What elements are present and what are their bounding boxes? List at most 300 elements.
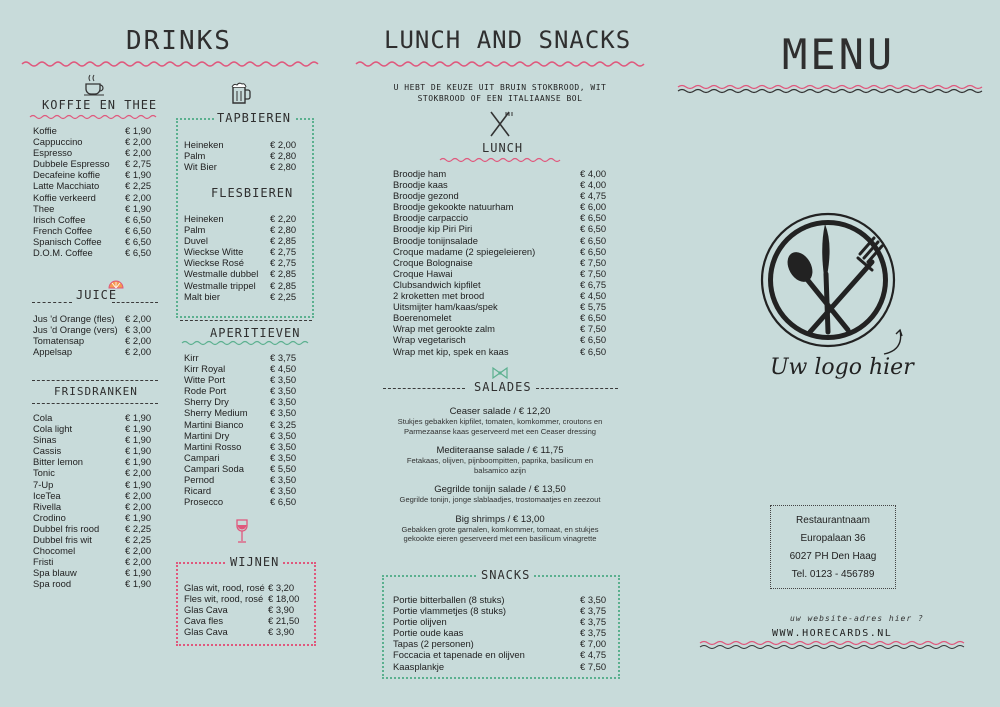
menu-item-price: € 3,75 [580,627,607,639]
menu-item-price: € 3,50 [270,374,297,386]
menu-item [33,180,161,191]
menu-item-price: € 2,00 [270,139,297,150]
menu-item [184,485,302,496]
menu-item [393,638,608,649]
menu-item-name: Spa blauw [33,567,77,579]
menu-item-name: Pernod [184,474,215,486]
menu-item-price: € 6,50 [580,345,607,357]
menu-item-price: € 3,00 [125,324,152,336]
menu-item-name: Kaasplankje [393,660,445,672]
menu-item-name: 7-Up [33,478,54,490]
menu-item-name: Wieckse Witte [184,246,244,258]
menu-item-name: Martini Dry [184,429,230,441]
menu-item-name: Duvel [184,235,208,247]
menu-item [184,235,302,246]
coffee-cup-icon [82,72,108,96]
menu-item-name: Croque madame (2 spiegeleieren) [393,245,536,257]
menu-item-name: Broodje gezond [393,190,459,202]
menu-item-price: € 3,50 [270,485,297,497]
menu-item-name: IceTea [33,489,61,501]
menu-item [184,407,302,418]
menu-item-name: Sherry Medium [184,407,248,419]
menu-item [393,190,608,201]
menu-item [393,246,608,257]
salade-title: Gegrilde tonijn salade / € 13,50 [434,484,566,495]
menu-item [33,169,161,180]
menu-item-name: Foccacia et tapenade en olijven [393,649,525,661]
menu-item-name: Thee [33,202,55,214]
menu-item-price: € 4,50 [580,290,607,302]
menu-item-name: Bitter lemon [33,456,84,468]
menu-item [393,312,608,323]
menu-item [184,626,306,637]
menu-item-name: Cassis [33,445,62,457]
wijnen-list [184,582,306,637]
menu-item-price: € 1,90 [125,456,152,468]
menu-item-price: € 3,50 [270,429,297,441]
menu-item [393,279,608,290]
menu-item [393,649,608,660]
menu-item-price: € 5,50 [270,462,297,474]
salade-description: Gegrilde tonijn, jonge slablaadjes, trostomaatjes en zeezout [399,495,601,504]
menu-item [33,225,161,236]
menu-item-price: € 6,00 [580,201,607,213]
menu-item-name: Tapas (2 personen) [393,638,474,650]
menu-item [184,213,302,224]
menu-item-name: Espresso [33,147,73,159]
fris-line-bottom [32,403,158,404]
menu-item-price: € 2,25 [270,290,297,302]
menu-item [33,523,161,534]
menu-item [33,578,161,589]
menu-item [184,615,306,626]
menu-item-price: € 3,75 [580,616,607,628]
menu-item [33,434,161,445]
juice-line-left [32,302,72,303]
menu-item-name: Jus 'd Orange (vers) [33,324,118,336]
menu-title: MENU [782,30,896,79]
menu-item-name: Palm [184,224,206,236]
menu-item-name: Campari [184,451,220,463]
menu-item-name: D.O.M. Coffee [33,247,93,259]
menu-item-name: Decafeine koffie [33,169,101,181]
menu-item-name: Spanisch Coffee [33,235,102,247]
menu-item-name: Prosecco [184,496,224,508]
salade-item [392,484,608,505]
menu-item-price: € 2,80 [270,224,297,236]
snacks-heading: SNACKS [477,568,534,582]
juice-heading: JUICE [76,288,118,302]
menu-item [393,201,608,212]
lunch-wave-divider [356,60,644,68]
juice-list [33,313,161,357]
wijnen-heading: WIJNEN [227,555,282,569]
menu-item-price: € 7,50 [580,267,607,279]
menu-item-price: € 2,80 [270,150,297,162]
menu-item-name: Fles wit, rood, rosé [184,593,264,605]
menu-item-name: Glas wit, rood, rosé [184,582,265,593]
flesbieren-list [184,213,302,302]
menu-item-name: French Coffee [33,224,93,236]
menu-item [393,268,608,279]
menu-item-name: Wrap met kip, spek en kaas [393,345,509,357]
menu-item-name: Campari Soda [184,462,244,474]
salades-line-right [536,388,618,389]
menu-item-name: Croque Bolognaise [393,256,473,268]
menu-item [393,346,608,357]
menu-item-name: Portie olijven [393,616,447,628]
menu-item-price: € 2,00 [125,136,152,148]
menu-item-price: € 1,90 [125,578,152,590]
menu-item-price: € 2,25 [125,534,152,546]
menu-item-price: € 3,20 [268,582,295,593]
address-line: Europalaan 36 [800,533,866,544]
menu-item-name: Westmalle trippel [184,279,256,291]
menu-item-price: € 1,90 [125,202,152,214]
menu-item-name: Rivella [33,500,62,512]
menu-item [184,441,302,452]
menu-item-price: € 3,50 [270,407,297,419]
menu-item-price: € 6,50 [580,223,607,235]
menu-item [33,313,161,324]
salades-list [392,406,608,553]
menu-item-price: € 1,90 [125,434,152,446]
menu-item [393,179,608,190]
menu-item-price: € 3,50 [580,594,607,605]
menu-item-price: € 1,90 [125,423,152,435]
menu-item-name: 2 kroketten met brood [393,290,485,302]
koffie-list [33,125,161,258]
menu-item [33,158,161,169]
menu-item [393,257,608,268]
menu-item [184,257,302,268]
menu-item-name: Witte Port [184,374,226,386]
lunch-intro: U HEBT DE KEUZE UIT BRUIN STOKBROOD, WIT STOKBROOD OF EEN ITALIAANSE BOL [393,83,607,103]
salades-line-left [383,388,465,389]
menu-item [184,593,306,604]
salade-title: Ceaser salade / € 12,20 [449,406,551,417]
menu-item-price: € 3,90 [268,604,295,616]
menu-item-price: € 4,00 [580,168,607,179]
menu-item-price: € 1,90 [125,511,152,523]
menu-item-price: € 6,50 [580,212,607,224]
menu-item-price: € 2,80 [270,161,297,173]
menu-item [33,456,161,467]
menu-item-name: Chocomel [33,545,76,557]
menu-item-name: Portie bitterballen (8 stuks) [393,594,505,605]
menu-item-price: € 3,50 [270,451,297,463]
fris-list [33,412,161,590]
menu-item-name: Palm [184,150,206,162]
menu-item-price: € 3,25 [270,418,297,430]
menu-item-name: Rode Port [184,385,227,397]
menu-item [33,214,161,225]
logo-placeholder-text: Uw logo hier [770,355,914,380]
address-line: 6027 PH Den Haag [789,551,877,562]
menu-item-price: € 6,75 [580,278,607,290]
menu-item [33,346,161,357]
menu-item-price: € 3,50 [270,440,297,452]
fris-heading: FRISDRANKEN [54,385,138,398]
menu-item [184,291,302,302]
menu-item-name: Latte Macchiato [33,180,100,192]
menu-item-name: Tonic [33,467,55,479]
knife-fork-icon [487,110,513,138]
menu-item-name: Glas Cava [184,626,228,638]
menu-item-name: Spa rood [33,578,72,590]
website-hint: uw website-adres hier ? [790,614,924,623]
menu-item [33,136,161,147]
menu-item-price: € 2,00 [125,346,152,358]
salades-heading: SALADES [474,380,532,394]
menu-item [33,125,161,136]
menu-item-price: € 4,75 [580,649,607,661]
menu-item [184,452,302,463]
menu-item-price: € 7,50 [580,323,607,335]
menu-item-name: Heineken [184,139,224,150]
menu-item-name: Uitsmijter ham/kaas/spek [393,301,498,313]
fris-line-top [32,380,158,381]
menu-item [393,290,608,301]
bow-icon [491,365,509,381]
menu-item-price: € 4,75 [580,190,607,202]
menu-item [184,430,302,441]
menu-item-name: Cava fles [184,615,224,627]
menu-item-name: Crodino [33,511,66,523]
menu-item-price: € 6,50 [580,334,607,346]
aperitief-wave [182,340,312,346]
menu-item [184,363,302,374]
menu-item-price: € 6,50 [125,235,152,247]
menu-item [184,604,306,615]
salade-title: Mediteraanse salade / € 11,75 [436,445,564,456]
menu-item-price: € 7,50 [580,660,607,672]
menu-item [184,419,302,430]
menu-item [393,168,608,179]
menu-item-name: Martini Bianco [184,418,244,430]
menu-item-price: € 1,90 [125,567,152,579]
koffie-wave [30,114,160,120]
menu-item [33,203,161,214]
lunch-heading: LUNCH [482,141,524,155]
menu-item-price: € 6,50 [580,234,607,246]
menu-item-name: Wrap met gerookte zalm [393,323,495,335]
menu-item [33,192,161,203]
menu-item-name: Sinas [33,434,57,446]
salade-title: Big shrimps / € 13,00 [455,513,545,525]
menu-item [33,335,161,346]
lunch-snacks-title: LUNCH AND SNACKS [384,26,632,54]
menu-item [393,616,608,627]
menu-item-name: Tomatensap [33,335,85,347]
menu-item-price: € 2,00 [125,489,152,501]
salade-description: Gebakken grote garnalen, komkommer, tomaat, en stukjes gekookte eieren geserveerd met een basilicum vinagrette [401,524,599,543]
flesbieren-heading: FLESBIEREN [211,186,294,200]
menu-item [33,147,161,158]
menu-item-name: Appelsap [33,346,73,358]
menu-item-price: € 2,85 [270,268,297,280]
menu-item [393,627,608,638]
menu-item-price: € 2,85 [270,279,297,291]
menu-item [184,224,302,235]
lunch-heading-wave [440,157,560,163]
menu-item-price: € 3,75 [270,352,297,363]
menu-item-price: € 2,85 [270,235,297,247]
menu-item-name: Westmalle dubbel [184,268,259,280]
menu-item-price: € 3,75 [580,605,607,617]
menu-item-price: € 2,00 [125,313,152,324]
menu-item-name: Broodje kip Piri Piri [393,223,473,235]
menu-item [184,496,302,507]
menu-item [184,150,302,161]
menu-item-name: Koffie verkeerd [33,191,96,203]
menu-item [184,396,302,407]
salade-description: Fetakaas, olijven, pijnboompitten, paprika, basilicum en balsamico azijn [406,456,594,475]
menu-item [184,385,302,396]
menu-item-name: Ricard [184,485,212,497]
menu-item [33,324,161,335]
website-link[interactable]: WWW.HORECARDS.NL [772,628,893,639]
menu-item-price: € 4,00 [580,179,607,191]
beer-mug-icon [229,80,253,106]
menu-item [393,334,608,345]
menu-item-price: € 2,00 [125,191,152,203]
menu-item-name: Wrap vegetarisch [393,334,466,346]
menu-item-name: Broodje ham [393,168,447,179]
menu-item [33,412,161,423]
menu-item-name: Wit Bier [184,161,217,173]
menu-item-name: Kirr [184,352,199,363]
menu-item-price: € 3,90 [268,626,295,638]
menu-item-name: Kirr Royal [184,363,226,375]
menu-item-price: € 18,00 [268,593,300,605]
menu-item [184,280,302,291]
menu-item [33,567,161,578]
address-block [772,512,894,584]
menu-item-name: Cola [33,412,53,423]
aperitieven-list [184,352,302,507]
menu-item [33,556,161,567]
menu-item-price: € 2,00 [125,545,152,557]
menu-item [184,582,306,593]
menu-item-price: € 7,00 [580,638,607,650]
menu-item-price: € 2,75 [125,158,152,170]
menu-item-name: Broodje kaas [393,179,448,191]
menu-item [184,139,302,150]
menu-item-price: € 4,50 [270,363,297,375]
menu-item-price: € 2,75 [270,257,297,269]
tapbieren-list [184,139,302,172]
snacks-list [393,594,608,672]
menu-item-name: Boerenomelet [393,312,452,324]
menu-item [33,247,161,258]
menu-item-name: Martini Rosso [184,440,242,452]
menu-item [184,463,302,474]
menu-item-price: € 2,00 [125,500,152,512]
aperitieven-heading: APERITIEVEN [210,326,301,340]
menu-item-name: Irisch Coffee [33,213,86,225]
tapbieren-heading: TAPBIEREN [214,111,294,125]
menu-item-price: € 6,50 [125,247,152,259]
menu-item [33,501,161,512]
menu-item [184,246,302,257]
menu-item-price: € 1,90 [125,412,152,423]
lunch-list [393,168,608,357]
menu-item-price: € 2,25 [125,522,152,534]
menu-item [184,352,302,363]
menu-item-price: € 3,50 [270,385,297,397]
menu-item [33,545,161,556]
address-line: Restaurantnaam [796,515,870,526]
menu-item-price: € 6,50 [580,245,607,257]
menu-item-name: Dubbele Espresso [33,158,110,170]
menu-item-price: € 21,50 [268,615,300,627]
menu-item [33,490,161,501]
menu-item [33,445,161,456]
menu-item-price: € 2,25 [125,180,152,192]
menu-item [393,212,608,223]
menu-item-name: Fristi [33,556,54,568]
menu-item-name: Sherry Dry [184,396,229,408]
menu-item-name: Broodje gekookte natuurham [393,201,514,213]
menu-item-name: Cappuccino [33,136,83,148]
menu-item-price: € 2,00 [125,335,152,347]
menu-item [33,479,161,490]
menu-item-price: € 2,00 [125,467,152,479]
koffie-heading: KOFFIE EN THEE [42,98,158,112]
menu-item-name: Glas Cava [184,604,228,616]
menu-item [33,467,161,478]
menu-wave-divider [678,84,986,94]
menu-item-price: € 1,90 [125,125,152,136]
menu-item-name: Heineken [184,213,224,224]
menu-item-name: Cola light [33,423,73,435]
menu-item-name: Croque Hawai [393,267,453,279]
menu-item-name: Jus 'd Orange (fles) [33,313,115,324]
address-line: Tel. 0123 - 456789 [791,569,875,580]
menu-item-price: € 2,00 [125,556,152,568]
salade-item [392,445,608,475]
menu-item-name: Clubsandwich kipfilet [393,278,481,290]
menu-item-price: € 3,50 [270,474,297,486]
menu-item-name: Malt bier [184,290,220,302]
menu-item-price: € 7,50 [580,256,607,268]
menu-item-price: € 6,50 [580,312,607,324]
menu-item [184,161,302,172]
menu-item-price: € 2,20 [270,213,297,224]
salade-description: Stukjes gebakken kipfilet, tomaten, komkommer, croutons en Parmezaanse kaas geserveerd met een Ceaser dressing [397,417,603,436]
menu-item [393,605,608,616]
menu-item-price: € 6,50 [125,224,152,236]
menu-item-name: Dubbel fris rood [33,522,100,534]
salade-item [392,514,608,544]
website-wave [700,640,970,650]
arrow-icon [880,328,910,358]
menu-item-price: € 5,75 [580,301,607,313]
menu-item [184,474,302,485]
menu-item [184,268,302,279]
juice-line-right [112,302,158,303]
menu-item [393,301,608,312]
menu-item-name: Koffie [33,125,57,136]
menu-item-price: € 2,00 [125,147,152,159]
menu-item-name: Broodje tonijnsalade [393,234,478,246]
menu-item [33,423,161,434]
menu-item-name: Portie vlammetjes (8 stuks) [393,605,507,617]
menu-item [393,223,608,234]
menu-item [393,323,608,334]
menu-item-price: € 2,75 [270,246,297,258]
